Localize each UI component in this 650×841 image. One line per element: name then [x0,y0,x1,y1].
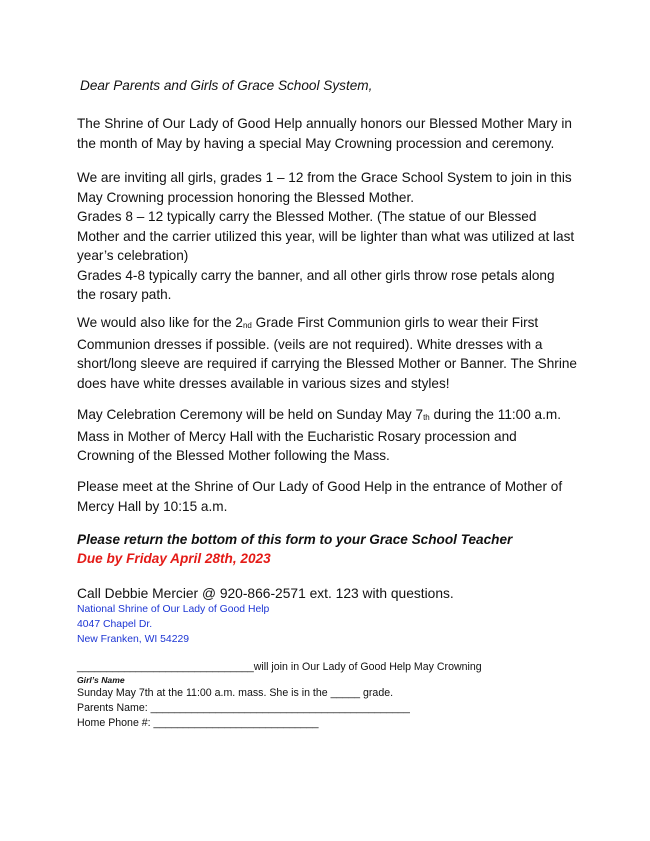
grade-line[interactable]: Sunday May 7th at the 11:00 a.m. mass. She is in the _____ grade. [77,687,394,699]
address-line: 4047 Chapel Dr. [77,619,153,630]
intro-paragraph: The Shrine of Our Lady of Good Help annually honors our Blessed Mother Mary in the month of May by having a special May Crowning procession and ceremony. [77,116,572,151]
home-phone-line[interactable]: Home Phone #: ____________________________ [77,717,319,729]
ceremony-text-rest: during the 11:00 a.m. Mass in Mother of Mercy Hall with the Eucharistic Rosary procession and Crowning of the Blessed Mother following the Mass. [77,407,561,463]
ordinal-suffix: nd [242,321,252,330]
form-name-line [77,660,577,675]
crowning-text: will join in Our Lady of Good Help May Crowning [253,661,482,673]
return-note: Please return the bottom of this form to your Grace School Teacher [77,532,513,547]
girl-name-blank[interactable]: ______________________________ [77,661,254,673]
parents-name-line[interactable]: Parents Name: ____________________________________________ [77,702,410,714]
invitation-line: We are inviting all girls, grades 1 – 12 from the Grace School System to join in this May Crowning procession honoring the Blessed Mother. [77,170,572,205]
contact-line: Call Debbie Mercier @ 920-866-2571 ext. 123 with questions. [77,586,454,601]
address-line: New Franken, WI 54229 [77,634,190,645]
dress-paragraph [77,313,577,393]
ceremony-paragraph [77,405,572,466]
ceremony-text-start: May Celebration Ceremony will be held on Sunday May 7 [77,407,424,422]
dress-text-rest: Grade First Communion girls to wear their First Communion dresses if possible. (veils are not required). White dresses with a short/long sleeve are required if carrying the Blessed Mother or Banner. The Shrine does have white dresses available in various sizes and styles! [77,315,577,391]
girls-name-label: Girl’s Name [77,675,125,685]
grades-4-8-line: Grades 4-8 typically carry the banner, and all other girls throw rose petals along the rosary path. [77,267,555,302]
response-form [77,660,577,731]
meeting-paragraph: Please meet at the Shrine of Our Lady of Good Help in the entrance of Mother of Mercy Hall by 10:15 a.m. [77,479,563,514]
grades-8-12-line: Grades 8 – 12 typically carry the Blessed Mother. (The statue of our Blessed Mother and the carrier utilized this year, will be lighter than what was utilized at last year’s celebration) [77,209,575,263]
salutation: Dear Parents and Girls of Grace School System, [80,78,373,93]
shrine-address [77,602,577,647]
address-line: National Shrine of Our Lady of Good Help [77,604,270,615]
due-date: Due by Friday April 28th, 2023 [77,551,271,566]
dress-text-start: We would also like for the 2 [77,315,243,330]
ordinal-suffix: th [423,413,430,422]
invitation-paragraph [77,168,577,305]
